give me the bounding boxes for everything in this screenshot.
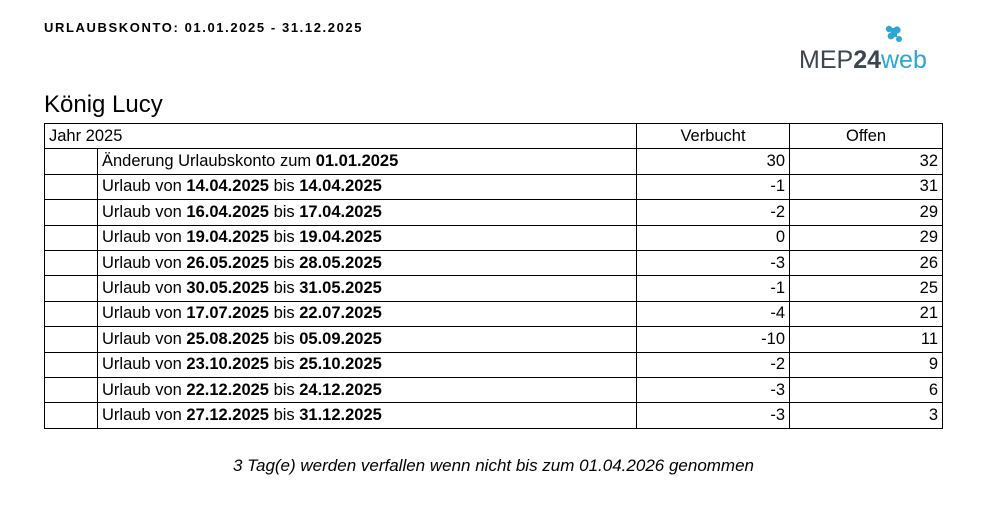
logo-text-web: web <box>881 46 927 74</box>
row-description <box>98 377 637 402</box>
row-spacer-cell <box>45 327 98 352</box>
row-spacer-cell <box>45 174 98 199</box>
row-booked-value: -3 <box>637 403 790 428</box>
vacation-account-table <box>44 123 943 429</box>
date-to: 24.12.2025 <box>299 380 382 399</box>
date-to: 19.04.2025 <box>299 228 382 247</box>
row-booked-value: -1 <box>637 174 790 199</box>
row-description <box>98 200 637 225</box>
table-row <box>45 149 943 174</box>
table-row <box>45 174 943 199</box>
date-from: 26.05.2025 <box>186 253 269 272</box>
table-row <box>45 403 943 428</box>
logo-text-mep: MEP <box>799 46 854 74</box>
row-description <box>98 352 637 377</box>
row-booked-value: -2 <box>637 352 790 377</box>
table-row <box>45 276 943 301</box>
description-connector: bis <box>268 279 300 298</box>
row-spacer-cell <box>45 403 98 428</box>
logo-text-24: 24 <box>853 46 881 74</box>
description-prefix: Urlaub von <box>102 329 187 348</box>
description-connector: bis <box>268 329 300 348</box>
table-row <box>45 377 943 402</box>
row-booked-value: 30 <box>637 149 790 174</box>
row-description <box>98 403 637 428</box>
date-from: 27.12.2025 <box>186 405 269 424</box>
row-open-value: 21 <box>790 301 943 326</box>
row-spacer-cell <box>45 250 98 275</box>
table-row <box>45 301 943 326</box>
description-prefix: Urlaub von <box>102 279 187 298</box>
row-description <box>98 301 637 326</box>
date-from: 14.04.2025 <box>186 177 269 196</box>
row-open-value: 9 <box>790 352 943 377</box>
row-open-value: 29 <box>790 200 943 225</box>
row-spacer-cell <box>45 377 98 402</box>
row-spacer-cell <box>45 149 98 174</box>
row-booked-value: -4 <box>637 301 790 326</box>
date-to: 25.10.2025 <box>299 355 382 374</box>
date-from: 16.04.2025 <box>186 202 269 221</box>
table-header-row <box>45 124 943 149</box>
description-connector: bis <box>268 380 300 399</box>
row-open-value: 25 <box>790 276 943 301</box>
date-from: 19.04.2025 <box>186 228 269 247</box>
date-to: 17.04.2025 <box>299 202 382 221</box>
document-title: URLAUBSKONTO: 01.01.2025 - 31.12.2025 <box>44 20 364 35</box>
logo-wordmark <box>799 46 927 74</box>
table-row <box>45 327 943 352</box>
date-from: 25.08.2025 <box>186 329 269 348</box>
description-connector: bis <box>268 202 300 221</box>
row-open-value: 3 <box>790 403 943 428</box>
description-connector: bis <box>268 355 300 374</box>
description-connector: bis <box>268 177 300 196</box>
row-booked-value: 0 <box>637 225 790 250</box>
description-prefix: Urlaub von <box>102 202 187 221</box>
date-from: 23.10.2025 <box>186 355 269 374</box>
row-spacer-cell <box>45 352 98 377</box>
description-connector: bis <box>268 228 300 247</box>
row-spacer-cell <box>45 301 98 326</box>
description-prefix: Urlaub von <box>102 355 187 374</box>
row-spacer-cell <box>45 276 98 301</box>
row-open-value: 31 <box>790 174 943 199</box>
date-from: 17.07.2025 <box>186 304 269 323</box>
description-prefix: Urlaub von <box>102 177 187 196</box>
description-prefix: Urlaub von <box>102 253 187 272</box>
row-description <box>98 149 637 174</box>
row-description <box>98 174 637 199</box>
description-connector: bis <box>268 405 300 424</box>
row-booked-value: -3 <box>637 250 790 275</box>
date-to: 05.09.2025 <box>299 329 382 348</box>
row-description <box>98 250 637 275</box>
row-open-value: 32 <box>790 149 943 174</box>
table-row <box>45 352 943 377</box>
row-booked-value: -10 <box>637 327 790 352</box>
row-booked-value: -1 <box>637 276 790 301</box>
description-connector: bis <box>268 253 300 272</box>
date-from: 30.05.2025 <box>186 279 269 298</box>
description-connector: bis <box>268 304 300 323</box>
year-header: Jahr 2025 <box>45 124 637 149</box>
column-header-open: Offen <box>790 124 943 149</box>
row-description <box>98 276 637 301</box>
date-from: 22.12.2025 <box>186 380 269 399</box>
row-description <box>98 327 637 352</box>
row-open-value: 26 <box>790 250 943 275</box>
table-row <box>45 250 943 275</box>
description-prefix: Urlaub von <box>102 304 187 323</box>
date-to: 14.04.2025 <box>299 177 382 196</box>
table-body <box>45 149 943 428</box>
row-open-value: 29 <box>790 225 943 250</box>
description-prefix: Urlaub von <box>102 228 187 247</box>
row-booked-value: -3 <box>637 377 790 402</box>
expiry-note: 3 Tag(e) werden verfallen wenn nicht bis zum 01.04.2026 genommen <box>232 456 754 475</box>
row-description <box>98 225 637 250</box>
description-prefix: Änderung Urlaubskonto zum <box>102 152 316 171</box>
row-spacer-cell <box>45 225 98 250</box>
row-open-value: 6 <box>790 377 943 402</box>
date-from: 01.01.2025 <box>315 152 399 171</box>
table-row <box>45 225 943 250</box>
row-booked-value: -2 <box>637 200 790 225</box>
description-prefix: Urlaub von <box>102 380 187 399</box>
mep24web-logo <box>799 24 944 76</box>
row-open-value: 11 <box>790 327 943 352</box>
date-to: 28.05.2025 <box>299 253 382 272</box>
table-row <box>45 200 943 225</box>
row-spacer-cell <box>45 200 98 225</box>
date-to: 31.12.2025 <box>299 405 382 424</box>
person-name: König Lucy <box>44 91 163 118</box>
date-to: 22.07.2025 <box>299 304 382 323</box>
date-to: 31.05.2025 <box>299 279 382 298</box>
column-header-booked: Verbucht <box>637 124 790 149</box>
molecule-logo-icon <box>883 24 905 44</box>
description-prefix: Urlaub von <box>102 405 187 424</box>
